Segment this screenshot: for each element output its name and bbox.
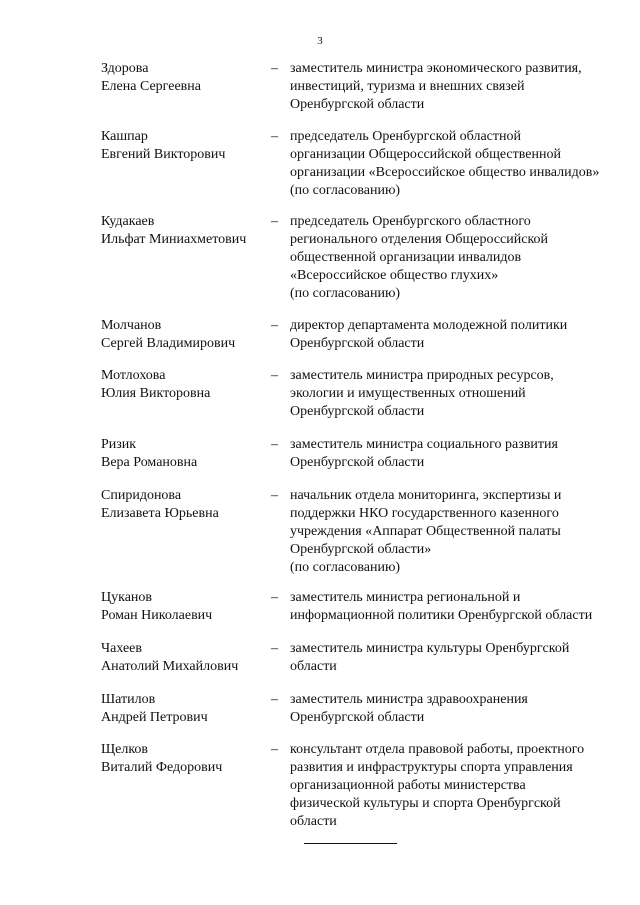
description-line: Оренбургской области: [290, 97, 425, 112]
description-line: (по согласованию): [290, 560, 401, 575]
position-description: [290, 213, 625, 303]
surname: Кудакаев: [101, 214, 155, 229]
description-line: начальник отдела мониторинга, экспертизы и: [290, 488, 562, 503]
given-names: Андрей Петрович: [101, 710, 208, 725]
dash: –: [271, 61, 278, 76]
description-line: области: [290, 814, 337, 829]
surname: Чахеев: [101, 641, 143, 656]
given-names: Евгений Викторович: [101, 147, 226, 162]
surname: Кашпар: [101, 129, 148, 144]
description-line: организации Общероссийской общественной: [290, 147, 561, 162]
position-description: [290, 60, 625, 114]
given-names: Анатолий Михайлович: [101, 659, 239, 674]
surname: Цуканов: [101, 590, 153, 605]
person-name: [101, 691, 271, 727]
position-description: [290, 691, 625, 727]
description-line: учреждения «Аппарат Общественной палаты: [290, 524, 561, 539]
dash: –: [271, 590, 278, 605]
person-name: [101, 741, 271, 777]
position-description: [290, 317, 625, 353]
description-line: директор департамента молодежной политики: [290, 318, 568, 333]
description-line: председатель Оренбургского областного: [290, 214, 531, 229]
given-names: Ильфат Миниахметович: [101, 232, 247, 247]
person-name: [101, 128, 271, 164]
description-line: области: [290, 659, 337, 674]
description-line: заместитель министра региональной и: [290, 590, 521, 605]
dash: –: [271, 692, 278, 707]
dash: –: [271, 742, 278, 757]
person-name: [101, 589, 271, 625]
description-line: заместитель министра культуры Оренбургской: [290, 641, 570, 656]
position-description: [290, 128, 625, 200]
description-line: Оренбургской области: [290, 455, 425, 470]
surname: Ризик: [101, 437, 137, 452]
description-line: консультант отдела правовой работы, проектного: [290, 742, 585, 757]
position-description: [290, 741, 625, 831]
surname: Молчанов: [101, 318, 162, 333]
description-line: заместитель министра экономического развития,: [290, 61, 582, 76]
description-line: заместитель министра природных ресурсов,: [290, 368, 554, 383]
given-names: Роман Николаевич: [101, 608, 213, 623]
person-name: [101, 487, 271, 523]
given-names: Елена Сергеевна: [101, 79, 201, 94]
surname: Спиридонова: [101, 488, 182, 503]
description-line: заместитель министра социального развития: [290, 437, 558, 452]
given-names: Виталий Федорович: [101, 760, 223, 775]
description-line: «Всероссийское общество глухих»: [290, 268, 499, 283]
position-description: [290, 589, 625, 625]
position-description: [290, 487, 625, 577]
description-line: общественной организации инвалидов: [290, 250, 522, 265]
description-line: Оренбургской области: [290, 336, 425, 351]
given-names: Сергей Владимирович: [101, 336, 236, 351]
dash: –: [271, 318, 278, 333]
description-line: Оренбургской области: [290, 404, 425, 419]
description-line: регионального отделения Общероссийской: [290, 232, 549, 247]
description-line: физической культуры и спорта Оренбургской: [290, 796, 561, 811]
description-line: организации «Всероссийское общество инвалидов»: [290, 165, 600, 180]
surname: Здорова: [101, 61, 149, 76]
dash: –: [271, 368, 278, 383]
surname: Шатилов: [101, 692, 156, 707]
end-separator-line: [304, 843, 397, 844]
given-names: Елизавета Юрьевна: [101, 506, 219, 521]
surname: Мотлохова: [101, 368, 166, 383]
person-name: [101, 367, 271, 403]
dash: –: [271, 437, 278, 452]
position-description: [290, 367, 625, 421]
description-line: инвестиций, туризма и внешних связей: [290, 79, 525, 94]
description-line: развития и инфраструктуры спорта управления: [290, 760, 573, 775]
description-line: Оренбургской области»: [290, 542, 432, 557]
person-name: [101, 317, 271, 353]
position-description: [290, 436, 625, 472]
description-line: Оренбургской области: [290, 710, 425, 725]
surname: Щелков: [101, 742, 149, 757]
dash: –: [271, 641, 278, 656]
description-line: (по согласованию): [290, 183, 401, 198]
person-name: [101, 640, 271, 676]
dash: –: [271, 488, 278, 503]
given-names: Юлия Викторовна: [101, 386, 211, 401]
person-name: [101, 213, 271, 249]
dash: –: [271, 214, 278, 229]
description-line: поддержки НКО государственного казенного: [290, 506, 559, 521]
position-description: [290, 640, 625, 676]
description-line: заместитель министра здравоохранения: [290, 692, 528, 707]
description-line: организационной работы министерства: [290, 778, 526, 793]
description-line: (по согласованию): [290, 286, 401, 301]
person-name: [101, 436, 271, 472]
description-line: председатель Оренбургской областной: [290, 129, 521, 144]
description-line: экологии и имущественных отношений: [290, 386, 526, 401]
person-name: [101, 60, 271, 96]
given-names: Вера Романовна: [101, 455, 198, 470]
page-number: 3: [317, 35, 323, 47]
description-line: информационной политики Оренбургской области: [290, 608, 593, 623]
dash: –: [271, 129, 278, 144]
